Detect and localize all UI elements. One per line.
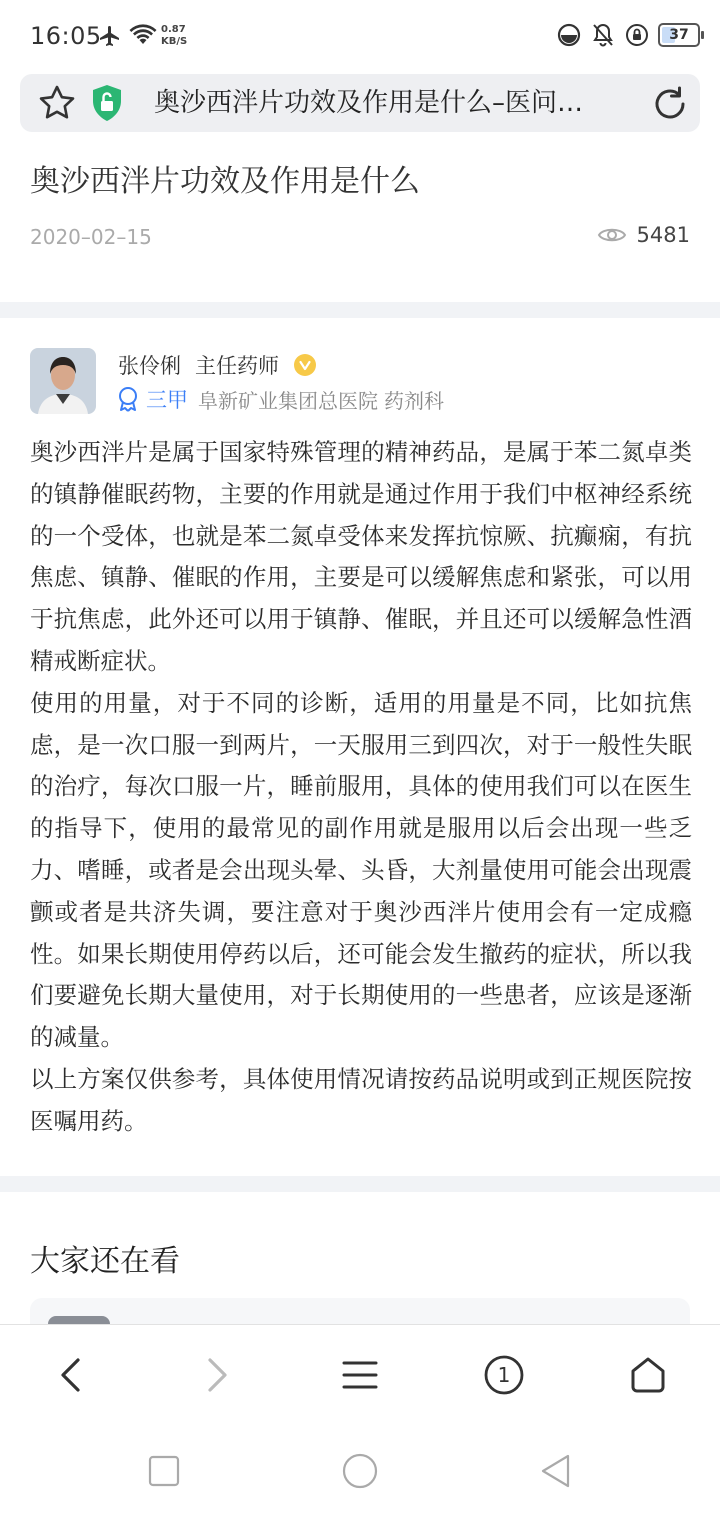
back-triangle-icon[interactable]: [536, 1451, 576, 1491]
dnd-icon: [556, 22, 582, 48]
battery-icon: [658, 23, 700, 47]
article-paragraph: 以上方案仅供参考，具体使用情况请按药品说明或到正规医院按医嘱用药。: [30, 1064, 692, 1135]
status-bar: [0, 0, 720, 72]
hospital-tier: 三甲: [146, 388, 188, 412]
shield-lock-icon[interactable]: [90, 83, 124, 123]
rotation-lock-icon: [624, 22, 650, 48]
back-icon[interactable]: [48, 1351, 96, 1399]
avatar[interactable]: [30, 348, 96, 414]
mute-bell-icon: [590, 22, 616, 48]
section-divider: [0, 1176, 720, 1192]
home-icon[interactable]: [624, 1351, 672, 1399]
forward-icon[interactable]: [192, 1351, 240, 1399]
star-icon[interactable]: [38, 84, 76, 122]
hospital-name: 阜新矿业集团总医院: [198, 388, 378, 413]
home-circle-icon[interactable]: [340, 1451, 380, 1491]
view-count: 5481: [636, 223, 690, 247]
author-line: [118, 350, 317, 380]
tab-count: 1: [497, 1363, 511, 1387]
article-paragraph: 奥沙西泮片是属于国家特殊管理的精神药品，是属于苯二氮卓类的镇静催眠药物，主要的作用就是通过作用于我们中枢神经系统的一个受体，也就是苯二氮卓受体来发挥抗惊厥、抗癫痫，有抗焦虑、镇静、催眠的作用，主要是可以缓解焦虑和紧张，可以用于抗焦虑，此外还可以用于镇静、催眠，并且还可以缓解急性酒精戒断症状。: [30, 438, 692, 675]
menu-icon[interactable]: [336, 1351, 384, 1399]
battery-level: 37: [669, 27, 689, 43]
airplane-icon: [98, 24, 122, 48]
department: 药剂科: [384, 388, 444, 413]
tabs-button[interactable]: [480, 1351, 528, 1399]
article-paragraph: 使用的用量，对于不同的诊断，适用的用量是不同，比如抗焦虑，是一次口服一到两片，一天服用三到四次，对于一般性失眠的治疗，每次口服一片，睡前服用，具体的使用我们可以在医生的指导下，使用的最常见的副作用就是服用以后会出现一些乏力、嗜睡，或者是会出现头晕、头昏，大剂量使用可能会出现震颤或者是共济失调，要注意对于奥沙西泮片使用会有一定成瘾性。如果长期使用停药以后，还可能会发生撤药的症状，所以我们要避免长期大量使用，对于长期使用的一些患者，应该是逐渐的减量。: [30, 688, 692, 1052]
status-icons: [556, 22, 700, 48]
verified-icon: [293, 353, 317, 377]
article-title: 奥沙西泮片功效及作用是什么: [30, 164, 420, 199]
author-title: 主任药师: [195, 354, 279, 378]
hospital-line: [116, 384, 444, 414]
avatar-image: [30, 348, 96, 414]
eye-icon: [597, 224, 627, 246]
bottom-nav: [0, 1324, 720, 1520]
status-time: 16:05: [30, 22, 102, 50]
award-badge-icon: [116, 386, 140, 412]
view-count-group: [597, 223, 690, 247]
speed-unit: KB/S: [161, 36, 188, 47]
article-body: [30, 432, 692, 1143]
page-title-bar[interactable]: 奥沙西泮片功效及作用是什么–医问…: [154, 88, 584, 118]
article-date: 2020–02–15: [30, 225, 152, 249]
author-name: 张伶俐: [118, 354, 181, 378]
recent-apps-icon[interactable]: [144, 1451, 184, 1491]
wifi-icon: [128, 24, 158, 48]
related-heading: 大家还在看: [30, 1244, 180, 1279]
network-speed: [161, 24, 187, 48]
address-bar[interactable]: [20, 74, 700, 132]
refresh-icon[interactable]: [650, 84, 690, 124]
section-divider: [0, 302, 720, 318]
speed-value: 0.87: [161, 24, 186, 35]
